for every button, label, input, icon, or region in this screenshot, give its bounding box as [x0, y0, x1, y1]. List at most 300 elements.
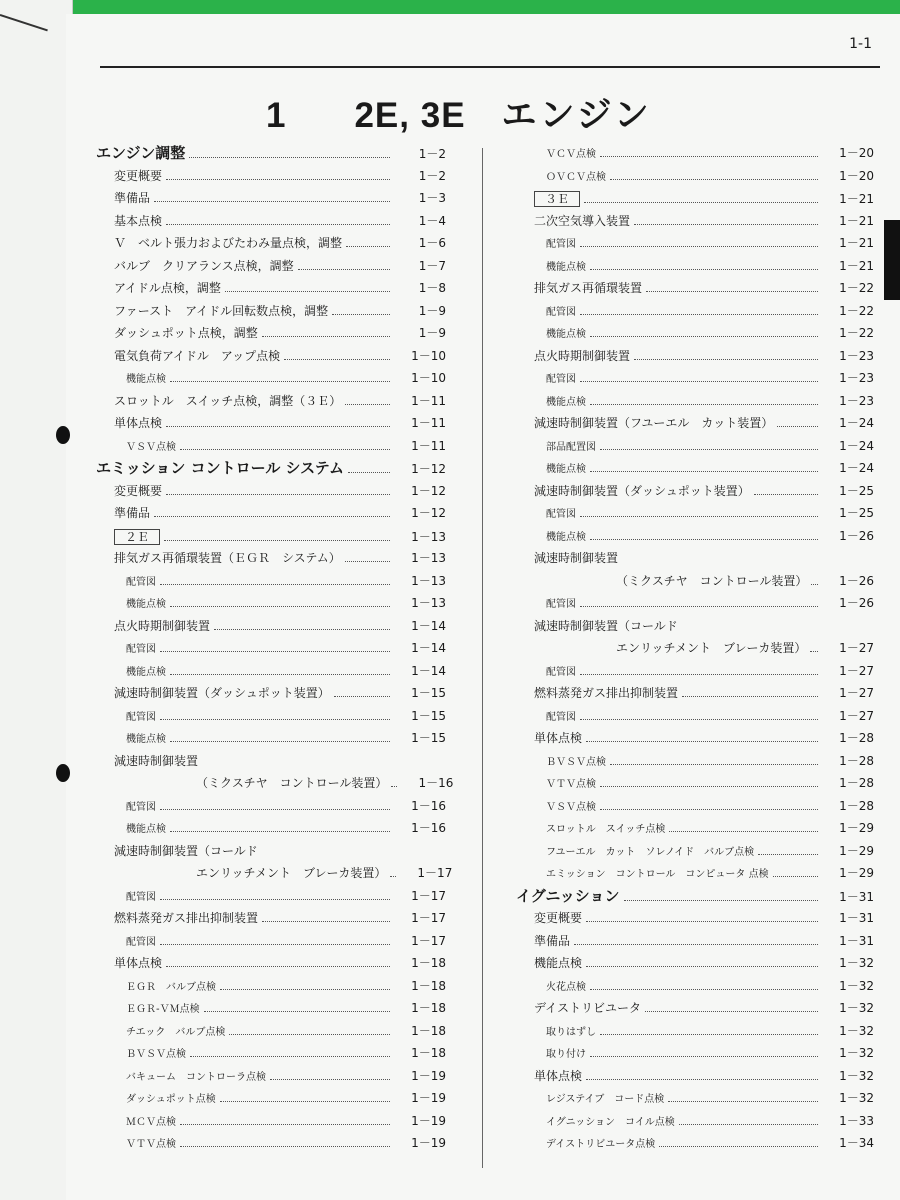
- toc-entry-page: 1－11: [411, 393, 446, 408]
- toc-leader-dots: [586, 1070, 818, 1080]
- toc-entry-label: 配管図: [546, 599, 576, 610]
- toc-entry-label: 機能点検: [534, 956, 583, 970]
- toc-entry-label: 減速時制御装置（フユーエル カット装置）: [534, 416, 774, 430]
- toc-entry[interactable]: [516, 866, 874, 889]
- binder-hole: [56, 764, 70, 782]
- toc-entry-label: （ミクスチヤ コントロール装置）: [196, 776, 388, 790]
- toc-entry[interactable]: [96, 169, 446, 192]
- toc-leader-dots: [160, 642, 390, 652]
- toc-entry-label: 配管図: [126, 644, 156, 655]
- toc-entry-label: 変更概要: [114, 168, 163, 183]
- toc-leader-dots: [600, 800, 818, 810]
- toc-entry-label: 機能点検: [126, 666, 166, 678]
- toc-entry-label: 配管図: [546, 509, 576, 520]
- toc-entry[interactable]: [516, 956, 874, 979]
- toc-entry[interactable]: [516, 214, 874, 237]
- toc-entry-label: 減速時制御装置: [114, 753, 199, 768]
- toc-entry[interactable]: [96, 889, 446, 912]
- toc-leader-dots: [600, 1025, 818, 1035]
- toc-leader-dots: [345, 395, 390, 405]
- toc-entry-page: 1－24: [839, 461, 874, 475]
- toc-entry[interactable]: [96, 1136, 446, 1159]
- toc-leader-dots: [610, 170, 818, 180]
- toc-entry-page: 1－19: [411, 1091, 446, 1105]
- toc-entry[interactable]: [96, 326, 446, 349]
- toc-entry-page: 1－13: [411, 573, 446, 588]
- toc-entry-page: 1－32: [839, 1001, 874, 1015]
- toc-entry-label: エンリッチメント ブレーカ装置）: [196, 866, 387, 880]
- toc-entry-label: イグニッション コイル点検: [546, 1116, 675, 1128]
- toc-leader-dots: [270, 1070, 390, 1080]
- binder-hole: [56, 426, 70, 444]
- toc-entry-page: 1－18: [411, 1023, 446, 1038]
- toc-entry-page: 1－16: [411, 821, 446, 835]
- toc-entry[interactable]: [96, 259, 446, 282]
- toc-entry[interactable]: [96, 1024, 446, 1047]
- toc-entry[interactable]: [516, 439, 874, 462]
- toc-entry-label: 配管図: [126, 801, 156, 813]
- toc-entry[interactable]: [96, 731, 446, 754]
- toc-entry-label: ２Ｅ: [114, 529, 160, 545]
- toc-entry-label: 点火時期制御装置: [114, 618, 211, 633]
- toc-entry-label: 配管図: [126, 576, 156, 588]
- toc-entry[interactable]: [516, 979, 874, 1002]
- toc-entry-label: 機能点検: [546, 464, 586, 475]
- toc-entry-page: 1－32: [839, 956, 874, 970]
- toc-entry[interactable]: [96, 236, 446, 259]
- toc-leader-dots: [262, 327, 390, 337]
- toc-entry-page: 1－29: [839, 843, 874, 858]
- toc-entry-page: 1－9: [418, 326, 446, 340]
- toc-leader-dots: [170, 822, 390, 832]
- toc-entry-page: 1－4: [418, 213, 446, 228]
- toc-entry-page: 1－16: [411, 798, 446, 813]
- previous-page-mark: [0, 14, 48, 31]
- toc-entry[interactable]: [516, 799, 874, 822]
- toc-entry[interactable]: [516, 529, 874, 552]
- toc-entry[interactable]: [516, 1024, 874, 1047]
- toc-entry[interactable]: [516, 304, 874, 327]
- toc-leader-dots: [590, 462, 818, 472]
- toc-entry-label: 単体点検: [114, 956, 163, 970]
- toc-entry-label: 配管図: [126, 891, 156, 903]
- toc-entry-label: レジステイブ コード点検: [546, 1094, 665, 1105]
- toc-leader-dots: [166, 957, 390, 967]
- toc-entry-page: 1－32: [839, 1046, 874, 1060]
- header-rule: [100, 66, 880, 68]
- toc-entry[interactable]: [96, 1069, 446, 1092]
- toc-entry-label: 取り付け: [546, 1049, 586, 1060]
- toc-leader-dots: [345, 552, 390, 562]
- toc-leader-dots: [580, 372, 818, 382]
- toc-entry-label: エンリッチメント ブレーカ装置）: [616, 641, 807, 655]
- toc-entry-label: 機能点検: [126, 599, 166, 610]
- toc-leader-dots: [166, 485, 390, 495]
- toc-entry[interactable]: [516, 1001, 874, 1024]
- toc-entry-label: 機能点検: [546, 396, 586, 408]
- toc-entry-label: デイストリビユータ: [534, 1001, 642, 1015]
- toc-entry[interactable]: [516, 416, 874, 439]
- toc-entry[interactable]: [516, 461, 874, 484]
- toc-leader-dots: [580, 710, 818, 720]
- toc-entry[interactable]: [516, 664, 874, 687]
- toc-leader-dots: [391, 777, 397, 787]
- toc-entry-page: 1－31: [839, 889, 874, 904]
- toc-entry-label: 燃料蒸発ガス排出抑制装置: [114, 911, 259, 925]
- toc-entry-page: 1－10: [411, 348, 446, 363]
- toc-entry[interactable]: [516, 169, 874, 192]
- toc-entry-label: 機能点検: [546, 261, 586, 273]
- toc-leader-dots: [225, 282, 390, 292]
- toc-leader-dots: [160, 800, 390, 810]
- toc-entry[interactable]: [96, 709, 446, 732]
- toc-entry-page: 1－8: [418, 281, 446, 295]
- page-number: 1-1: [849, 36, 872, 52]
- toc-entry[interactable]: [96, 866, 453, 889]
- toc-entry[interactable]: [516, 821, 874, 844]
- toc-entry-page: 1－17: [411, 888, 446, 903]
- toc-entry[interactable]: [516, 886, 874, 912]
- toc-entry[interactable]: [96, 371, 446, 394]
- toc-entry[interactable]: [96, 281, 446, 304]
- toc-leader-dots: [590, 1047, 818, 1057]
- toc-entry-page: 1－7: [418, 258, 446, 273]
- toc-entry-label: 減速時制御装置（ダッシュポット装置）: [534, 483, 750, 498]
- toc-entry-page: 1－15: [411, 708, 446, 723]
- toc-entry-label: ＶＳＶ点検: [546, 801, 596, 813]
- toc-entry-label: 配管図: [546, 239, 576, 250]
- toc-entry-page: 1－12: [411, 462, 446, 476]
- toc-entry[interactable]: [516, 1069, 874, 1092]
- toc-entry[interactable]: [516, 574, 874, 597]
- toc-entry-label: 単体点検: [114, 416, 163, 430]
- toc-entry[interactable]: [516, 281, 874, 304]
- toc-entry[interactable]: [96, 934, 446, 957]
- toc-entry-page: 1－25: [839, 483, 874, 498]
- toc-leader-dots: [214, 620, 390, 630]
- toc-entry-label: ダッシュポット点検: [126, 1094, 216, 1105]
- toc-entry[interactable]: [96, 461, 446, 484]
- toc-entry[interactable]: [96, 619, 446, 642]
- toc-entry[interactable]: [516, 619, 874, 642]
- toc-entry-page: 1－21: [839, 213, 874, 228]
- toc-entry[interactable]: [96, 349, 446, 372]
- toc-entry[interactable]: [96, 484, 446, 507]
- toc-entry-page: 1－13: [411, 529, 446, 544]
- toc-entry-label: フユーエル カット ソレノイド バルブ点検: [546, 846, 755, 858]
- toc-leader-dots: [189, 148, 390, 158]
- toc-entry-label: 配管図: [546, 711, 576, 723]
- toc-leader-dots: [777, 417, 818, 427]
- toc-entry-label: 機能点検: [546, 329, 586, 340]
- toc-leader-dots: [348, 463, 390, 473]
- toc-leader-dots: [590, 395, 818, 405]
- toc-entry-page: 1－28: [839, 753, 874, 768]
- toc-entry-page: 1－26: [839, 528, 874, 543]
- toc-leader-dots: [170, 597, 390, 607]
- toc-right-column: [516, 146, 874, 1159]
- toc-entry-label: 配管図: [546, 666, 576, 678]
- toc-entry[interactable]: [516, 934, 874, 957]
- toc-entry[interactable]: [516, 394, 874, 417]
- toc-entry-page: 1－15: [411, 731, 446, 745]
- toc-entry-label: ＢＶＳＶ点検: [126, 1049, 186, 1060]
- toc-entry-label: ＥＧＲ-ＶＭ点検: [126, 1004, 200, 1015]
- toc-entry-label: 減速時制御装置（コールド: [534, 618, 678, 633]
- toc-leader-dots: [166, 417, 390, 427]
- toc-entry-label: エンジン調整: [96, 144, 186, 162]
- toc-entry-label: スロットル スイッチ点検: [546, 824, 666, 835]
- toc-entry-page: 1－18: [411, 1046, 446, 1060]
- toc-entry-page: 1－26: [839, 573, 874, 588]
- chapter-title-jp: エンジン: [501, 96, 652, 135]
- toc-entry-page: 1－27: [839, 663, 874, 678]
- toc-entry[interactable]: [96, 799, 446, 822]
- toc-entry-page: 1－17: [417, 866, 453, 880]
- chapter-title: [266, 88, 652, 138]
- toc-leader-dots: [811, 575, 818, 585]
- toc-entry[interactable]: [96, 214, 446, 237]
- toc-leader-dots: [164, 531, 390, 541]
- toc-entry[interactable]: [516, 911, 874, 934]
- toc-entry[interactable]: [96, 821, 446, 844]
- toc-leader-dots: [586, 912, 818, 922]
- toc-leader-dots: [754, 485, 818, 495]
- toc-entry[interactable]: [516, 844, 874, 867]
- toc-leader-dots: [180, 1115, 390, 1125]
- toc-entry-page: 1－10: [411, 371, 446, 385]
- toc-entry[interactable]: [516, 484, 874, 507]
- toc-entry-page: 1－27: [839, 708, 874, 723]
- toc-leader-dots: [659, 1137, 818, 1147]
- toc-entry[interactable]: [96, 191, 446, 214]
- toc-entry[interactable]: [516, 596, 874, 619]
- toc-entry[interactable]: [96, 911, 446, 934]
- toc-entry-page: 1－9: [418, 303, 446, 318]
- toc-entry-page: 1－24: [839, 416, 874, 430]
- toc-entry-label: 配管図: [126, 936, 156, 948]
- toc-leader-dots: [600, 440, 818, 450]
- toc-leader-dots: [600, 777, 818, 787]
- toc-entry-label: 火花点検: [546, 981, 586, 993]
- toc-leader-dots: [154, 507, 390, 517]
- toc-entry[interactable]: [516, 686, 874, 709]
- toc-entry[interactable]: [516, 731, 874, 754]
- toc-entry-page: 1－19: [411, 1113, 446, 1128]
- toc-entry-label: エミッション コントロール コンピュータ 点検: [546, 869, 769, 880]
- toc-entry[interactable]: [516, 146, 874, 169]
- toc-entry-label: 配管図: [546, 306, 576, 318]
- toc-entry-label: エミッション コントロール システム: [96, 459, 345, 477]
- toc-entry-page: 1－19: [411, 1136, 446, 1150]
- toc-entry-page: 1－27: [839, 686, 874, 700]
- column-divider: [482, 148, 483, 1168]
- toc-entry-page: 1－28: [839, 731, 874, 745]
- chapter-number: 1: [266, 96, 287, 135]
- toc-entry-page: 1－3: [418, 191, 446, 205]
- toc-entry[interactable]: [96, 1046, 446, 1069]
- toc-entry[interactable]: [96, 776, 454, 799]
- toc-entry-page: 1－20: [839, 146, 874, 160]
- toc-leader-dots: [586, 957, 818, 967]
- toc-entry[interactable]: [96, 551, 446, 574]
- toc-leader-dots: [160, 710, 390, 720]
- toc-entry[interactable]: [516, 236, 874, 259]
- toc-entry-label: （ミクスチヤ コントロール装置）: [616, 573, 808, 588]
- toc-leader-dots: [346, 237, 390, 247]
- toc-entry[interactable]: [516, 709, 874, 732]
- toc-entry-page: 1－23: [839, 371, 874, 385]
- toc-entry[interactable]: [516, 349, 874, 372]
- toc-leader-dots: [160, 935, 390, 945]
- toc-entry-label: 準備品: [534, 933, 571, 948]
- toc-leader-dots: [610, 755, 818, 765]
- toc-entry-label: ＯＶＣＶ点検: [546, 171, 606, 183]
- toc-entry-label: 変更概要: [114, 483, 163, 498]
- toc-entry[interactable]: [516, 1046, 874, 1069]
- toc-entry-label: Ｖ ベルト張力およびたわみ量点検，調整: [114, 236, 343, 250]
- toc-entry[interactable]: [516, 1114, 874, 1137]
- toc-entry-label: 燃料蒸発ガス排出抑制装置: [534, 686, 679, 700]
- toc-entry[interactable]: [516, 191, 874, 214]
- toc-leader-dots: [590, 980, 818, 990]
- toc-entry[interactable]: [96, 844, 446, 867]
- toc-leader-dots: [646, 282, 818, 292]
- toc-entry-label: バルブ クリアランス点検，調整: [114, 258, 294, 273]
- toc-entry-page: 1－13: [411, 596, 446, 610]
- toc-entry-page: 1－21: [839, 236, 874, 250]
- toc-entry-label: 電気負荷アイドル アップ点検: [114, 348, 281, 363]
- toc-leader-dots: [773, 867, 818, 877]
- toc-entry-label: チエック バルブ点検: [126, 1026, 226, 1038]
- toc-entry-label: ＭＣＶ点検: [126, 1116, 176, 1128]
- toc-leader-dots: [298, 260, 390, 270]
- toc-leader-dots: [580, 665, 818, 675]
- toc-entry-page: 1－29: [839, 866, 874, 880]
- toc-entry[interactable]: [96, 146, 446, 169]
- toc-entry-label: ファースト アイドル回転数点検，調整: [114, 303, 329, 318]
- toc-entry[interactable]: [96, 394, 446, 417]
- toc-entry[interactable]: [96, 664, 446, 687]
- toc-entry-label: 準備品: [114, 506, 151, 520]
- toc-entry-label: 減速時制御装置（コールド: [114, 843, 258, 858]
- toc-entry[interactable]: [96, 596, 446, 619]
- toc-entry-page: 1－32: [839, 978, 874, 993]
- toc-entry-page: 1－11: [411, 438, 446, 453]
- toc-leader-dots: [284, 350, 390, 360]
- toc-leader-dots: [600, 147, 818, 157]
- toc-entry-label: 変更概要: [534, 911, 583, 925]
- toc-entry[interactable]: [516, 371, 874, 394]
- toc-entry[interactable]: [516, 1136, 874, 1159]
- toc-leader-dots: [634, 350, 818, 360]
- toc-entry-label: 配管図: [546, 374, 576, 385]
- toc-entry[interactable]: [516, 551, 874, 574]
- toc-entry[interactable]: [96, 641, 446, 664]
- toc-entry-label: ＢＶＳＶ点検: [546, 756, 606, 768]
- toc-entry-page: 1－23: [839, 393, 874, 408]
- toc-entry-label: ＶＣＶ点検: [546, 149, 596, 160]
- toc-entry-page: 1－33: [839, 1113, 874, 1128]
- toc-entry-page: 1－26: [839, 596, 874, 610]
- toc-entry-page: 1－28: [839, 776, 874, 790]
- toc-entry-label: 準備品: [114, 191, 151, 205]
- toc-leader-dots: [170, 372, 390, 382]
- toc-leader-dots: [166, 170, 390, 180]
- toc-entry-label: 機能点検: [126, 734, 166, 745]
- toc-entry-page: 1－22: [839, 281, 874, 295]
- toc-leader-dots: [262, 912, 390, 922]
- toc-leader-dots: [758, 845, 818, 855]
- toc-entry[interactable]: [96, 529, 446, 552]
- toc-entry-page: 1－21: [839, 192, 874, 206]
- toc-entry-page: 1－12: [411, 506, 446, 520]
- toc-leader-dots: [590, 260, 818, 270]
- toc-entry-label: 機能点検: [126, 374, 166, 385]
- toc-entry[interactable]: [96, 574, 446, 597]
- toc-entry[interactable]: [516, 754, 874, 777]
- toc-entry-page: 1－2: [418, 147, 446, 161]
- toc-entry-page: 1－15: [411, 686, 446, 700]
- toc-leader-dots: [586, 732, 818, 742]
- toc-entry-label: アイドル点検，調整: [114, 281, 221, 295]
- toc-entry[interactable]: [96, 1001, 446, 1024]
- toc-entry-page: 1－32: [839, 1023, 874, 1038]
- toc-entry[interactable]: [516, 776, 874, 799]
- toc-entry[interactable]: [516, 1091, 874, 1114]
- toc-entry-page: 1－11: [411, 416, 446, 430]
- chapter-engines: 2E, 3E: [354, 96, 466, 135]
- toc-entry-page: 1－31: [839, 911, 874, 925]
- toc-entry-page: 1－13: [411, 551, 446, 565]
- toc-leader-dots: [154, 192, 390, 202]
- toc-entry[interactable]: [516, 506, 874, 529]
- toc-entry-page: 1－17: [411, 911, 446, 925]
- toc-leader-dots: [810, 642, 818, 652]
- toc-leader-dots: [580, 237, 818, 247]
- toc-entry-page: 1－32: [839, 1091, 874, 1105]
- manual-page: [66, 14, 900, 1200]
- toc-entry-label: ３Ｅ: [534, 191, 580, 207]
- toc-entry[interactable]: [96, 1114, 446, 1137]
- toc-entry-label: ＥＧＲ バルブ点検: [126, 981, 216, 993]
- toc-leader-dots: [634, 215, 818, 225]
- toc-leader-dots: [580, 507, 818, 517]
- toc-entry[interactable]: [96, 506, 446, 529]
- toc-entry-page: 1－29: [839, 821, 874, 835]
- toc-leader-dots: [590, 530, 818, 540]
- toc-entry[interactable]: [516, 326, 874, 349]
- toc-entry[interactable]: [516, 641, 874, 664]
- toc-entry[interactable]: [96, 304, 446, 327]
- toc-entry[interactable]: [96, 979, 446, 1002]
- toc-entry[interactable]: [96, 686, 446, 709]
- toc-entry[interactable]: [516, 259, 874, 282]
- toc-entry[interactable]: [96, 754, 446, 777]
- toc-entry[interactable]: [96, 1091, 446, 1114]
- toc-leader-dots: [590, 327, 818, 337]
- toc-entry-label: 取りはずし: [546, 1026, 596, 1038]
- toc-entry-page: 1－2: [418, 168, 446, 183]
- toc-entry-label: ＶＴＶ点検: [126, 1139, 176, 1150]
- toc-entry-page: 1－25: [839, 506, 874, 520]
- toc-entry[interactable]: [96, 439, 446, 462]
- toc-entry[interactable]: [96, 956, 446, 979]
- toc-entry-label: ダッシュポット点検，調整: [114, 326, 258, 340]
- toc-entry-page: 1－31: [839, 933, 874, 948]
- toc-entry[interactable]: [96, 416, 446, 439]
- toc-entry-page: 1－32: [839, 1068, 874, 1083]
